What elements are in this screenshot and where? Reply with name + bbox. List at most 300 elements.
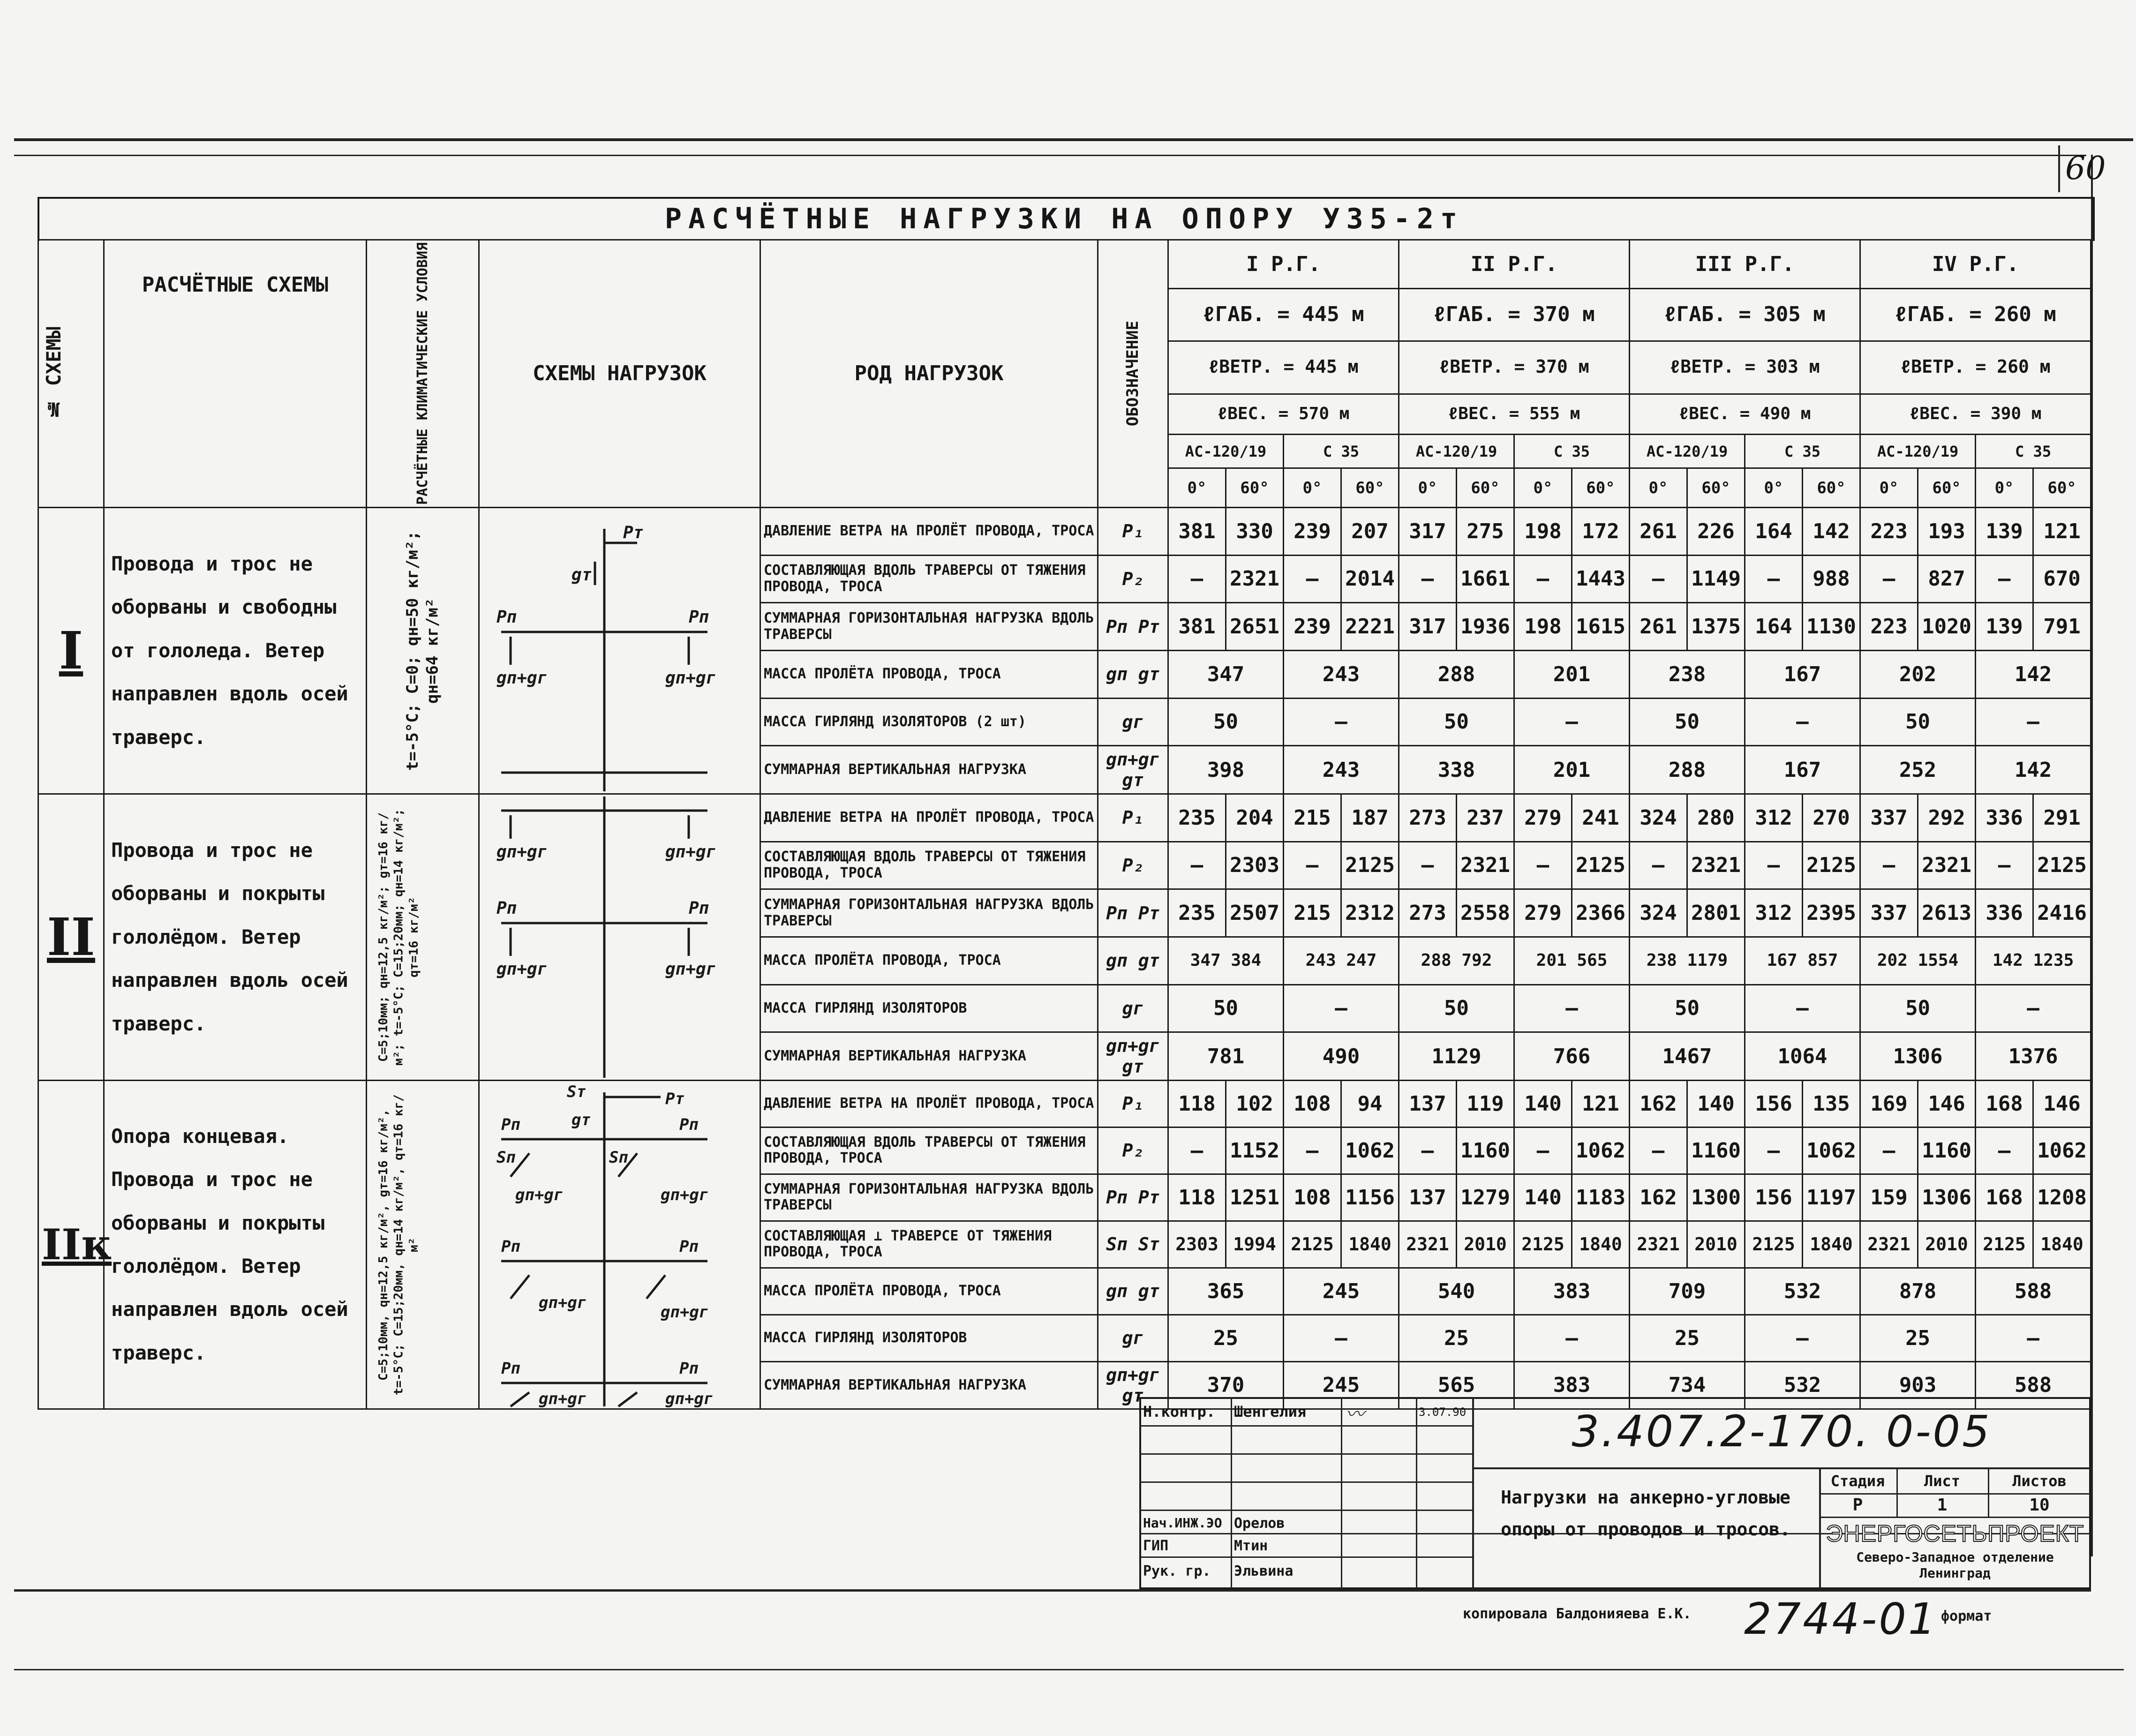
cell: 588 xyxy=(1976,1268,2091,1315)
stamp-grid-line xyxy=(1139,1481,1472,1483)
cell: 50 xyxy=(1630,984,1745,1032)
cell: 2125 xyxy=(1341,842,1399,889)
diagram-label-pn-top-left: Pп xyxy=(501,1115,520,1134)
cell: 2321 xyxy=(1687,842,1745,889)
load-diagram-ii xyxy=(482,797,754,1078)
cell: 279 xyxy=(1514,889,1572,937)
load-symbol: gп gт xyxy=(1098,650,1168,698)
region-2-wire: АС-120/19 xyxy=(1399,435,1514,468)
region-1-rope: С 35 xyxy=(1284,435,1399,468)
cell: — xyxy=(1630,842,1687,889)
cell: 164 xyxy=(1745,507,1803,555)
cell: 336 xyxy=(1976,889,2033,937)
load-kind: СУММАРНАЯ ГОРИЗОНТАЛЬНАЯ НАГРУЗКА ВДОЛЬ ТРАВЕРСЫ xyxy=(760,1174,1098,1221)
cell: 2507 xyxy=(1226,889,1284,937)
cell: 1062 xyxy=(2033,1127,2091,1174)
cell: 187 xyxy=(1341,794,1399,842)
cell: 1251 xyxy=(1226,1174,1284,1221)
diagram-label-pn-right: Pп xyxy=(689,898,709,918)
cell: 169 xyxy=(1860,1080,1918,1127)
cell: 207 xyxy=(1341,507,1399,555)
cell: — xyxy=(1745,1127,1803,1174)
cell: 238 1179 xyxy=(1630,937,1745,984)
cell: 2125 xyxy=(1514,1221,1572,1268)
cell: — xyxy=(1514,1315,1630,1361)
stamp-nach-label: Нач.ИНЖ.ЭО xyxy=(1143,1515,1222,1531)
cell: 1020 xyxy=(1918,603,1976,651)
cell: 280 xyxy=(1687,794,1745,842)
diagram-label-g-mid-right: gп+gг xyxy=(661,1302,709,1322)
cell: — xyxy=(1284,842,1341,889)
cell: 781 xyxy=(1168,1032,1284,1081)
cell: 1840 xyxy=(1803,1221,1860,1268)
load-kind: СОСТАВЛЯЮЩАЯ ⊥ ТРАВЕРСЕ ОТ ТЯЖЕНИЯ ПРОВОДА, ТРОСА xyxy=(760,1221,1098,1268)
cell: 903 xyxy=(1860,1361,1976,1409)
diagram-label-gt: gт xyxy=(572,565,592,585)
cell: 215 xyxy=(1284,794,1341,842)
angle: 0° xyxy=(1976,468,2033,508)
cell: 140 xyxy=(1514,1174,1572,1221)
load-symbol: P₂ xyxy=(1098,842,1168,889)
cell: 2125 xyxy=(1745,1221,1803,1268)
cell: 50 xyxy=(1168,984,1284,1032)
cell: — xyxy=(1976,555,2033,603)
table-row xyxy=(38,1080,2091,1127)
cell: 330 xyxy=(1226,507,1284,555)
cell: 241 xyxy=(1572,794,1630,842)
cell: 1300 xyxy=(1687,1174,1745,1221)
load-symbol: gп gт xyxy=(1098,1268,1168,1315)
cell: 198 xyxy=(1514,507,1572,555)
cell: 201 565 xyxy=(1514,937,1630,984)
cell: 370 xyxy=(1168,1361,1284,1409)
region-2-l-gab: ℓГАБ. = 370 м xyxy=(1399,288,1630,341)
load-kind: СУММАРНАЯ ВЕРТИКАЛЬНАЯ НАГРУЗКА xyxy=(760,1361,1098,1409)
cell: 337 xyxy=(1860,794,1918,842)
cell: 878 xyxy=(1860,1268,1976,1315)
cell: — xyxy=(1168,1127,1226,1174)
load-kind: МАССА ГИРЛЯНД ИЗОЛЯТОРОВ xyxy=(760,984,1098,1032)
cell: 2303 xyxy=(1226,842,1284,889)
cell: 317 xyxy=(1399,603,1457,651)
scheme-3-number: IIк xyxy=(38,1080,104,1409)
cell: 202 xyxy=(1860,650,1976,698)
scheme-1-number: I xyxy=(38,507,104,794)
load-diagram-i xyxy=(482,510,754,791)
stamp-grid-line xyxy=(1139,1425,1472,1427)
diagram-label-g-top-left: gп+gг xyxy=(496,842,548,862)
diagram-label-g-bot-right: gп+gг xyxy=(665,1389,714,1408)
angle: 60° xyxy=(1803,468,1860,508)
region-1-name: I Р.Г. xyxy=(1168,240,1399,289)
cell: 1615 xyxy=(1572,603,1630,651)
cell: 1064 xyxy=(1745,1032,1860,1081)
region-4-wire: АС-120/19 xyxy=(1860,435,1976,468)
cell: — xyxy=(1860,1127,1918,1174)
cell: 279 xyxy=(1514,794,1572,842)
cell: 2651 xyxy=(1226,603,1284,651)
cell: 791 xyxy=(2033,603,2091,651)
cell: 2321 xyxy=(1226,555,1284,603)
load-symbol: gп+gг gт xyxy=(1098,1032,1168,1081)
cell: 1936 xyxy=(1457,603,1514,651)
stamp-ruk-label: Рук. гр. xyxy=(1143,1563,1211,1579)
cell: 1130 xyxy=(1803,603,1860,651)
cell: 25 xyxy=(1399,1315,1514,1361)
load-symbol: P₂ xyxy=(1098,555,1168,603)
cell: — xyxy=(1745,984,1860,1032)
cell: — xyxy=(1976,1315,2091,1361)
stamp-sheet-label: Лист xyxy=(1924,1472,1961,1490)
cell: 1160 xyxy=(1918,1127,1976,1174)
angle: 60° xyxy=(1226,468,1284,508)
cell: — xyxy=(1399,1127,1457,1174)
loads-table xyxy=(38,239,2091,1410)
cell: 237 xyxy=(1457,794,1514,842)
diagram-label-g-left: gп+gг xyxy=(515,1185,564,1204)
cell: 1160 xyxy=(1687,1127,1745,1174)
cell: 193 xyxy=(1918,507,1976,555)
stamp-nach-name: Орелов xyxy=(1234,1515,1285,1532)
cell: 25 xyxy=(1168,1315,1284,1361)
load-symbol: Sп Sт xyxy=(1098,1221,1168,1268)
cell: 25 xyxy=(1630,1315,1745,1361)
cell: 50 xyxy=(1860,984,1976,1032)
cell: — xyxy=(1514,1127,1572,1174)
angle: 0° xyxy=(1399,468,1457,508)
cell: 202 1554 xyxy=(1860,937,1976,984)
angle: 60° xyxy=(1918,468,1976,508)
cell: 140 xyxy=(1514,1080,1572,1127)
cell: 50 xyxy=(1399,698,1514,746)
region-4-name: IV Р.Г. xyxy=(1860,240,2091,289)
load-kind: ДАВЛЕНИЕ ВЕТРА НА ПРОЛЁТ ПРОВОДА, ТРОСА xyxy=(760,794,1098,842)
cell: 2416 xyxy=(2033,889,2091,937)
stamp-gip-label: ГИП xyxy=(1143,1538,1169,1554)
cell: 347 384 xyxy=(1168,937,1284,984)
cell: 2010 xyxy=(1457,1221,1514,1268)
scheme-2-load-diagram xyxy=(479,794,760,1080)
load-symbol: Pп Pт xyxy=(1098,889,1168,937)
load-symbol: P₁ xyxy=(1098,507,1168,555)
cell: 1279 xyxy=(1457,1174,1514,1221)
diagram-label-pn-right: Pп xyxy=(689,607,709,627)
cell: 336 xyxy=(1976,794,2033,842)
angle: 60° xyxy=(1687,468,1745,508)
diagram-label-pn-mid-right: Pп xyxy=(679,1237,699,1256)
cell: 108 xyxy=(1284,1080,1341,1127)
cell: 490 xyxy=(1284,1032,1399,1081)
load-symbol: Pп Pт xyxy=(1098,1174,1168,1221)
stamp-grid-line xyxy=(1472,1467,2091,1469)
cell: 135 xyxy=(1803,1080,1860,1127)
cell: 121 xyxy=(1572,1080,1630,1127)
cell: 121 xyxy=(2033,507,2091,555)
cell: 159 xyxy=(1860,1174,1918,1221)
cell: — xyxy=(1860,555,1918,603)
cell: 243 xyxy=(1284,650,1399,698)
diagram-label-pn-bot-right: Pп xyxy=(679,1359,699,1378)
cell: 168 xyxy=(1976,1174,2033,1221)
region-3-wire: АС-120/19 xyxy=(1630,435,1745,468)
cell: 50 xyxy=(1630,698,1745,746)
load-symbol: gг xyxy=(1098,984,1168,1032)
diagram-label-pt: Pт xyxy=(623,523,644,542)
cell: 156 xyxy=(1745,1080,1803,1127)
cell: 223 xyxy=(1860,507,1918,555)
region-1-wire: АС-120/19 xyxy=(1168,435,1284,468)
load-kind: СУММАРНАЯ ГОРИЗОНТАЛЬНАЯ НАГРУЗКА ВДОЛЬ ТРАВЕРСЫ xyxy=(760,603,1098,651)
cell: — xyxy=(1284,984,1399,1032)
cell: 2613 xyxy=(1918,889,1976,937)
diagram-label-g-left: gп+gг xyxy=(496,959,548,979)
cell: 565 xyxy=(1399,1361,1514,1409)
cell: 312 xyxy=(1745,889,1803,937)
angle: 60° xyxy=(2033,468,2091,508)
scheme-2-number: II xyxy=(38,794,104,1080)
angle: 60° xyxy=(1457,468,1514,508)
diagram-label-pn-left: Pп xyxy=(496,898,517,918)
cell: 588 xyxy=(1976,1361,2091,1409)
cell: 1062 xyxy=(1341,1127,1399,1174)
footer-number: 2744-01 xyxy=(1744,1594,1938,1644)
cell: — xyxy=(1630,1127,1687,1174)
stamp-gip-name: Мтин xyxy=(1234,1538,1268,1554)
cell: 381 xyxy=(1168,507,1226,555)
stamp-sheets-label: Листов xyxy=(2012,1472,2067,1490)
load-kind: МАССА ГИРЛЯНД ИЗОЛЯТОРОВ xyxy=(760,1315,1098,1361)
cell: — xyxy=(1630,555,1687,603)
cell: 1149 xyxy=(1687,555,1745,603)
region-2-rope: С 35 xyxy=(1514,435,1630,468)
cell: 766 xyxy=(1514,1032,1630,1081)
region-1-l-vetr: ℓВЕТР. = 445 м xyxy=(1168,341,1399,394)
sheet-number: 60 xyxy=(2065,150,2106,187)
load-kind: ДАВЛЕНИЕ ВЕТРА НА ПРОЛЁТ ПРОВОДА, ТРОСА xyxy=(760,507,1098,555)
cell: — xyxy=(1745,842,1803,889)
scheme-2-description: Провода и трос не оборваны и покрыты гололёдом. Ветер направлен вдоль осей траверс. xyxy=(104,794,367,1080)
cell: 2321 xyxy=(1918,842,1976,889)
region-4-l-ves: ℓВЕС. = 390 м xyxy=(1860,394,2091,435)
diagram-label-g-mid-left: gп+gг xyxy=(539,1293,587,1312)
cell: — xyxy=(1745,698,1860,746)
cell: 142 xyxy=(1976,650,2091,698)
cell: 292 xyxy=(1918,794,1976,842)
load-kind: МАССА ПРОЛЁТА ПРОВОДА, ТРОСА xyxy=(760,650,1098,698)
cell: 2303 xyxy=(1168,1221,1226,1268)
scheme-1-climate: t=-5°C; C=0; qн=50 кг/м²; qн=64 кг/м² xyxy=(367,507,479,794)
diagram-label-sn-right: Sп xyxy=(609,1148,628,1167)
scheme-3-description: Опора концевая. Провода и трос не оборваны и покрыты гололёдом. Ветер направлен вдоль осей траверс. xyxy=(104,1080,367,1409)
cell: 2321 xyxy=(1630,1221,1687,1268)
page-title: РАСЧЁТНЫЕ НАГРУЗКИ НА ОПОРУ У35-2т xyxy=(664,203,1464,235)
cell: — xyxy=(1168,555,1226,603)
cell: — xyxy=(1976,984,2091,1032)
diagram-label-pn-left: Pп xyxy=(496,607,517,627)
cell: — xyxy=(1860,842,1918,889)
footer-copied-by: копировала Балдонияева Е.К. xyxy=(1463,1606,1692,1622)
cell: 1156 xyxy=(1341,1174,1399,1221)
load-symbol: gп+gг gт xyxy=(1098,746,1168,794)
region-4-l-gab: ℓГАБ. = 260 м xyxy=(1860,288,2091,341)
load-kind: ДАВЛЕНИЕ ВЕТРА НА ПРОЛЁТ ПРОВОДА, ТРОСА xyxy=(760,1080,1098,1127)
cell: 201 xyxy=(1514,746,1630,794)
stamp-sheet: 1 xyxy=(1937,1496,1948,1515)
col-header-load-kind: РОД НАГРУЗОК xyxy=(760,240,1098,508)
scheme-1-load-diagram xyxy=(479,507,760,794)
cell: 140 xyxy=(1687,1080,1745,1127)
cell: 288 xyxy=(1399,650,1514,698)
angle: 60° xyxy=(1572,468,1630,508)
region-3-name: III Р.Г. xyxy=(1630,240,1860,289)
stamp-organization-sub: Северо-Западное отделение Ленинград xyxy=(1856,1549,2054,1581)
cell: 50 xyxy=(1168,698,1284,746)
cell: 139 xyxy=(1976,603,2033,651)
cell: 201 xyxy=(1514,650,1630,698)
cell: 988 xyxy=(1803,555,1860,603)
stamp-title: Нагрузки на анкерно-угловые опоры от проводов и тросов. xyxy=(1501,1487,1790,1540)
region-3-l-ves: ℓВЕС. = 490 м xyxy=(1630,394,1860,435)
cell: — xyxy=(1399,842,1457,889)
diagram-label-g-left: gп+gг xyxy=(496,668,548,688)
cell: 167 857 xyxy=(1745,937,1860,984)
sheet-number-box-line xyxy=(2058,145,2060,192)
load-symbol: P₁ xyxy=(1098,794,1168,842)
cell: 2221 xyxy=(1341,603,1399,651)
load-kind: МАССА ГИРЛЯНД ИЗОЛЯТОРОВ (2 шт) xyxy=(760,698,1098,746)
load-kind: СУММАРНАЯ ВЕРТИКАЛЬНАЯ НАГРУЗКА xyxy=(760,1032,1098,1081)
cell: 167 xyxy=(1745,746,1860,794)
load-kind: СОСТАВЛЯЮЩАЯ ВДОЛЬ ТРАВЕРСЫ ОТ ТЯЖЕНИЯ ПРОВОДА, ТРОСА xyxy=(760,555,1098,603)
cell: 215 xyxy=(1284,889,1341,937)
cell: 1467 xyxy=(1630,1032,1745,1081)
diagram-label-g-right: gп+gг xyxy=(661,1185,709,1204)
stamp-divider xyxy=(1472,1397,1474,1589)
bottom-border-line xyxy=(14,1589,2091,1592)
cell: 167 xyxy=(1745,650,1860,698)
cell: 398 xyxy=(1168,746,1284,794)
load-symbol: Pп Pт xyxy=(1098,603,1168,651)
col-header-designation: ОБОЗНАЧЕНИЕ xyxy=(1098,240,1168,508)
cell: 2010 xyxy=(1918,1221,1976,1268)
cell: 312 xyxy=(1745,794,1803,842)
cell: 532 xyxy=(1745,1361,1860,1409)
cell: 2321 xyxy=(1399,1221,1457,1268)
stamp-grid-line xyxy=(1139,1510,1472,1511)
cell: 235 xyxy=(1168,889,1226,937)
cell: 1376 xyxy=(1976,1032,2091,1081)
cell: 2801 xyxy=(1687,889,1745,937)
diagram-label-st: Sт xyxy=(567,1082,586,1101)
region-3-l-gab: ℓГАБ. = 305 м xyxy=(1630,288,1860,341)
load-symbol: gп+gг gт xyxy=(1098,1361,1168,1409)
cell: 94 xyxy=(1341,1080,1399,1127)
cell: 1375 xyxy=(1687,603,1745,651)
angle: 0° xyxy=(1745,468,1803,508)
cell: 2125 xyxy=(1284,1221,1341,1268)
cell: — xyxy=(1284,1315,1399,1361)
region-2-l-vetr: ℓВЕТР. = 370 м xyxy=(1399,341,1630,394)
diagram-label-pn-bot-left: Pп xyxy=(501,1359,520,1378)
cell: 226 xyxy=(1687,507,1745,555)
load-kind: СУММАРНАЯ ГОРИЗОНТАЛЬНАЯ НАГРУЗКА ВДОЛЬ ТРАВЕРСЫ xyxy=(760,889,1098,937)
diagram-label-pt: Pт xyxy=(665,1089,684,1108)
load-symbol: gп gт xyxy=(1098,937,1168,984)
col-header-climatic: РАСЧЁТНЫЕ КЛИМАТИЧЕСКИЕ УСЛОВИЯ xyxy=(367,240,479,508)
cell: 383 xyxy=(1514,1268,1630,1315)
cell: 2125 xyxy=(1976,1221,2033,1268)
cell: 1306 xyxy=(1860,1032,1976,1081)
cell: 243 247 xyxy=(1284,937,1399,984)
cell: 288 xyxy=(1630,746,1745,794)
cell: 1160 xyxy=(1457,1127,1514,1174)
top-border-line xyxy=(14,138,2133,141)
load-kind: МАССА ПРОЛЁТА ПРОВОДА, ТРОСА xyxy=(760,1268,1098,1315)
cell: 291 xyxy=(2033,794,2091,842)
col-header-load-schemes: СХЕМЫ НАГРУЗОК xyxy=(479,240,760,508)
stamp-sheets: 10 xyxy=(2029,1496,2050,1515)
cell: 532 xyxy=(1745,1268,1860,1315)
scheme-1-description: Провода и трос не оборваны и свободны от гололеда. Ветер направлен вдоль осей траверс. xyxy=(104,507,367,794)
cell: 50 xyxy=(1860,698,1976,746)
cell: 102 xyxy=(1226,1080,1284,1127)
cell: 540 xyxy=(1399,1268,1514,1315)
region-4-rope: С 35 xyxy=(1976,435,2091,468)
cell: — xyxy=(1284,1127,1341,1174)
diagram-label-pn-top-right: Pп xyxy=(679,1115,699,1134)
cell: 2321 xyxy=(1457,842,1514,889)
cell: — xyxy=(1284,555,1341,603)
stamp-nkontr-label: Н.контр. xyxy=(1143,1403,1216,1420)
diagram-label-g-right: gп+gг xyxy=(665,959,716,979)
load-symbol: P₁ xyxy=(1098,1080,1168,1127)
cell: 1661 xyxy=(1457,555,1514,603)
cell: 1062 xyxy=(1803,1127,1860,1174)
region-2-name: II Р.Г. xyxy=(1399,240,1630,289)
cell: 172 xyxy=(1572,507,1630,555)
col-header-calc-schemes: РАСЧЁТНЫЕ СХЕМЫ xyxy=(104,240,367,508)
region-1-l-gab: ℓГАБ. = 445 м xyxy=(1168,288,1399,341)
cell: 347 xyxy=(1168,650,1284,698)
cell: 162 xyxy=(1630,1174,1687,1221)
stamp-ruk-name: Эльвина xyxy=(1234,1563,1294,1579)
footer-format: формат xyxy=(1941,1608,1992,1624)
cell: 50 xyxy=(1399,984,1514,1032)
cell: 288 792 xyxy=(1399,937,1514,984)
cell: 2366 xyxy=(1572,889,1630,937)
cell: 2125 xyxy=(1572,842,1630,889)
cell: 252 xyxy=(1860,746,1976,794)
cell: 1062 xyxy=(1572,1127,1630,1174)
cell: 235 xyxy=(1168,794,1226,842)
cell: 2125 xyxy=(1803,842,1860,889)
diagram-label-gt: gт xyxy=(572,1110,591,1129)
cell: 1208 xyxy=(2033,1174,2091,1221)
cell: 709 xyxy=(1630,1268,1745,1315)
cell: 118 xyxy=(1168,1174,1226,1221)
stamp-nkontr-name: Шенгелия xyxy=(1234,1403,1307,1420)
cell: 324 xyxy=(1630,794,1687,842)
cell: 1152 xyxy=(1226,1127,1284,1174)
stamp-nkontr-date: 3.07.90 xyxy=(1419,1405,1467,1419)
cell: 239 xyxy=(1284,507,1341,555)
cell: 1840 xyxy=(1572,1221,1630,1268)
load-symbol: P₂ xyxy=(1098,1127,1168,1174)
angle: 0° xyxy=(1168,468,1226,508)
cell: — xyxy=(1168,842,1226,889)
cell: 245 xyxy=(1284,1361,1399,1409)
load-diagram-iik xyxy=(482,1083,754,1406)
